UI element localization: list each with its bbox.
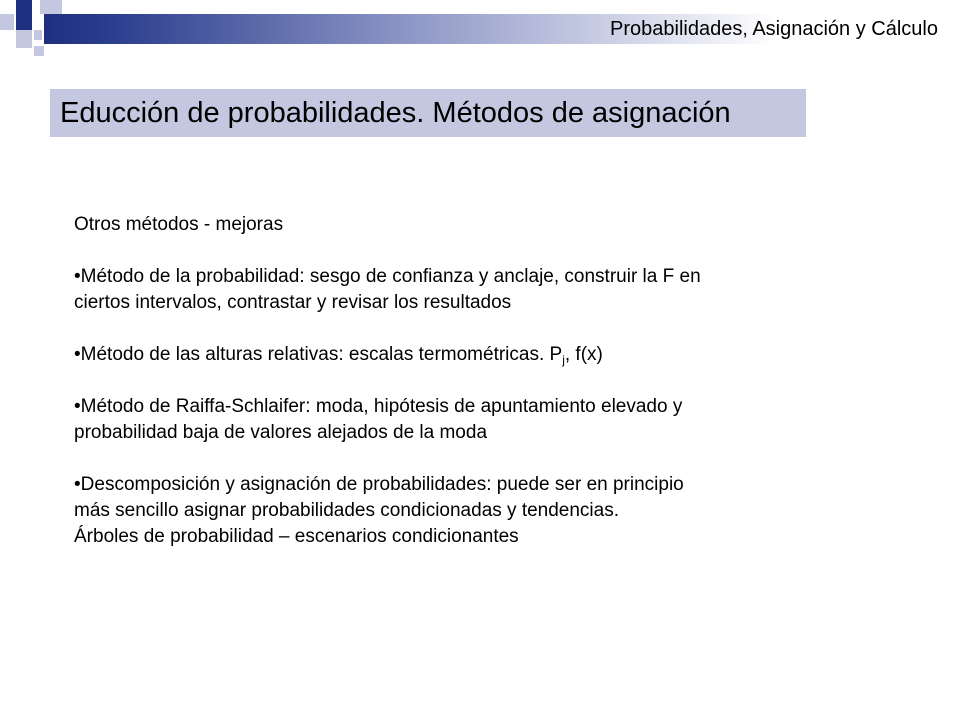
deco-square-light: [34, 46, 44, 56]
bullet-2-suffix: , f(x): [564, 344, 603, 365]
deco-square-dark: [16, 14, 32, 30]
deco-square-light: [16, 30, 32, 48]
intro-line: Otros métodos - mejoras: [74, 214, 284, 235]
bullet-mark: •: [74, 474, 81, 495]
bullet-3-line-2: probabilidad baja de valores alejados de la moda: [74, 422, 488, 443]
bullet-relative-heights: [74, 342, 874, 368]
bullet-4-line-1: Descomposición y asignación de probabilidades: puede ser en principio: [80, 474, 684, 495]
bullet-2-text: Método de las alturas relativas: escalas termométricas. P: [80, 344, 563, 365]
bullet-4-line-2: más sencillo asignar probabilidades condicionadas y tendencias.: [74, 500, 619, 521]
bullet-decomposition: [74, 472, 874, 498]
bullet-mark: •: [74, 344, 81, 365]
slide-title: Educción de probabilidades. Métodos de asignación: [60, 97, 731, 129]
bullet-1-line-2: ciertos intervalos, contrastar y revisar los resultados: [74, 292, 512, 313]
bullet-1-line-1: Método de la probabilidad: sesgo de confianza y anclaje, construir la F en: [80, 266, 701, 287]
bullet-2-subscript: j: [562, 353, 565, 367]
deco-square-dark: [16, 0, 32, 14]
bullet-raiffa-schlaifer: [74, 394, 874, 420]
deco-square-light: [34, 30, 42, 40]
bullet-3-line-1: Método de Raiffa-Schlaifer: moda, hipótesis de apuntamiento elevado y: [80, 396, 683, 417]
deco-square-light: [40, 0, 62, 14]
bullet-mark: •: [74, 266, 81, 287]
header-title: Probabilidades, Asignación y Cálculo: [610, 18, 938, 40]
bullet-mark: •: [74, 396, 81, 417]
slide-title-box: [50, 89, 806, 137]
deco-square-light: [0, 14, 14, 30]
bullet-probability-method: [74, 264, 874, 290]
bullet-4-line-3: Árboles de probabilidad – escenarios condicionantes: [74, 526, 519, 547]
slide-body: [74, 212, 874, 550]
